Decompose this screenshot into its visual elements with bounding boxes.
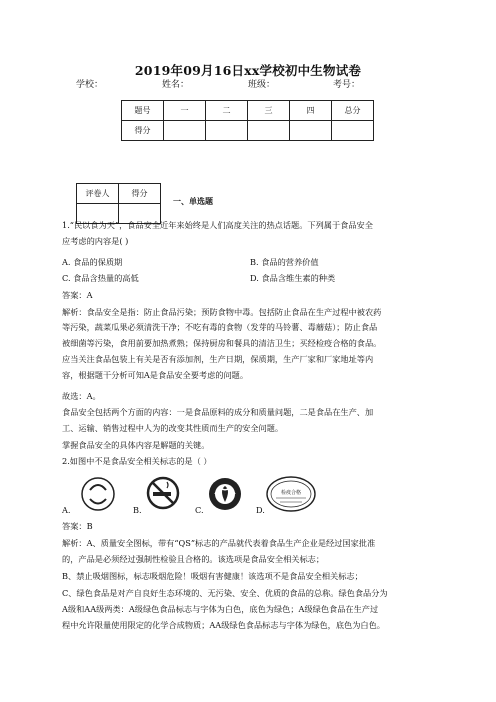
q1-note-line: 工、运输、销售过程中人为的改变其性质而生产的安全问题。	[62, 423, 284, 433]
school-label: 学校：	[76, 80, 104, 90]
score-header-cell: 四	[290, 101, 332, 121]
q2-explanation-line: C、绿色食品是对产自良好生态环境的、无污染、安全、优质的食品的总称。绿色食品分为	[62, 588, 388, 598]
q1-explanation-line: 容，根据题干分析可知A是食品安全要考虑的问题。	[62, 370, 249, 380]
q1-explanation-line: 解析：食品安全是指：防止食品污染；预防食物中毒。包括防止食品在生产过程中被农药	[62, 307, 382, 317]
no-smoking-icon	[145, 474, 181, 512]
q1-stem-line: 1.“民以食为天”，食品安全近年来始终是人们高度关注的热点话题。下列属于食品安全	[62, 220, 373, 230]
score-header-cell: 二	[206, 101, 248, 121]
grader-label: 评卷人	[77, 184, 119, 204]
q2-option-c: C.	[195, 505, 204, 515]
class-label: 班级：	[248, 80, 276, 90]
score-header-cell: 总分	[332, 101, 374, 121]
q2-option-b: B.	[133, 505, 142, 515]
score-header-cell: 三	[248, 101, 290, 121]
score-cell	[248, 121, 290, 141]
q1-note-line: 掌握食品安全的具体内容是解题的关键。	[62, 440, 210, 450]
page-title: 2019年09月16日xx学校初中生物试卷	[134, 63, 362, 78]
score-cell	[332, 121, 374, 141]
q2-answer: 答案：B	[62, 521, 93, 531]
score-cell	[206, 121, 248, 141]
q1-option-a: A. 食品的保质期	[62, 257, 123, 267]
score-cell	[164, 121, 206, 141]
section-title: 一、单选题	[173, 196, 213, 206]
q2-option-d: D.	[256, 505, 265, 515]
name-label: 姓名：	[162, 80, 190, 90]
q1-option-d: D. 食品含维生素的种类	[250, 273, 336, 283]
score-cell	[290, 121, 332, 141]
q2-explanation-line: A级和AA级两类：A级绿色食品标志与字体为白色，底色为绿色；A级绿色食品在生产过	[62, 604, 379, 614]
q1-stem-line: 应考虑的内容是( )	[62, 236, 129, 246]
qs-quality-logo-icon	[78, 474, 118, 514]
score-header-cell: 题号	[122, 101, 164, 121]
q1-note-line: 食品安全包括两个方面的内容：一是食品原料的成分和质量问题，二是食品在生产、加	[62, 407, 374, 417]
q2-stem: 2.如图中不是食品安全相关标志的是（ ）	[62, 456, 212, 466]
q2-explanation-line: 程中允许限量使用限定的化学合成物质；AA级绿色食品标志与字体为绿色，底色为白色。	[62, 620, 385, 630]
green-food-logo-icon	[205, 474, 245, 514]
q1-explanation-line: 应当关注食品包装上有关是否有添加剂，生产日期，保质期，生产厂家和厂家地址等内	[62, 354, 374, 364]
q2-option-a: A.	[62, 505, 71, 515]
score-row-label: 得分	[122, 121, 164, 141]
number-label: 考号：	[333, 80, 361, 90]
stamp-text: 检疫合格	[280, 490, 301, 496]
q1-reason: 故选：A。	[62, 391, 101, 401]
q1-explanation-line: 被细菌等污染，食用前要加热煮熟；保持厨房和餐具的清洁卫生；买经检疫合格的食品。	[62, 338, 382, 348]
score-header-cell: 一	[164, 101, 206, 121]
q1-option-c: C. 食品含热量的高低	[62, 273, 139, 283]
q1-explanation-line: 等污染，蔬菜瓜果必须清洗干净；不吃有毒的食物（发芽的马铃薯、毒蘑菇）；防止食品	[62, 322, 378, 332]
q1-option-b: B. 食品的营养价值	[250, 257, 319, 267]
q2-explanation-line: B、禁止吸烟图标，标志吸烟危险！吸烟有害健康！该选项不是食品安全相关标志；	[62, 571, 363, 581]
q2-explanation-line: 的，产品是必须经过强制性检验且合格的。该选项是食品安全相关标志；	[62, 554, 325, 564]
q2-explanation-line: 解析：A、质量安全图标，带有“QS”标志的产品就代表着食品生产企业是经过国家批准	[62, 538, 376, 548]
grader-table	[76, 183, 161, 224]
q1-answer: 答案：A	[62, 290, 93, 300]
score-table	[121, 100, 374, 141]
grader-score-label: 得分	[119, 184, 161, 204]
